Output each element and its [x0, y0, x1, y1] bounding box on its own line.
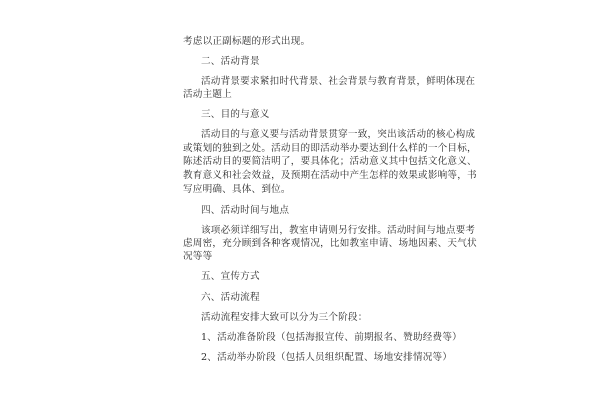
paragraph-line: 虑周密，充分顾到各种客观情况，比如教室申请、场地因素、天气状 — [183, 238, 477, 249]
paragraph-line: 或策划的独到之处。活动目的即活动举办要达到什么样的一个目标， — [183, 143, 477, 154]
paragraph-line: 活动主题上 — [183, 89, 232, 100]
section-heading-process: 六、活动流程 — [201, 292, 260, 303]
paragraph-line: 况等等 — [183, 251, 213, 262]
paragraph-line: 2、活动举办阶段（包括人员组织配置、场地安排情况等） — [201, 352, 453, 363]
section-heading-background: 二、活动背景 — [201, 56, 260, 67]
section-heading-purpose: 三、目的与意义 — [201, 109, 270, 120]
section-heading-time-place: 四、活动时间与地点 — [201, 205, 290, 216]
paragraph-line: 陈述活动目的要简洁明了，要具体化；活动意义其中包括文化意义、 — [183, 156, 477, 167]
paragraph-line: 活动流程安排大致可以分为三个阶段： — [201, 312, 368, 323]
paragraph-line: 活动目的与意义要与活动背景贯穿一致，突出该活动的核心构成 — [201, 129, 476, 140]
paragraph-line: 该项必须详细写出，教室申请则另行安排。活动时间与地点要考 — [201, 225, 476, 236]
paragraph-line: 写应明确、具体、到位。 — [183, 184, 291, 195]
paragraph-line: 教育意义和社会效益，及预期在活动中产生怎样的效果或影响等，书 — [183, 170, 477, 181]
intro-tail-text: 考虑以正副标题的形式出现。 — [183, 36, 311, 47]
paragraph-line: 活动背景要求紧扣时代背景、社会背景与教育背景，鲜明体现在 — [201, 76, 476, 87]
section-heading-promotion: 五、宣传方式 — [201, 271, 260, 282]
paragraph-line: 1、活动准备阶段（包括海报宣传、前期报名、赞助经费等） — [201, 332, 462, 343]
